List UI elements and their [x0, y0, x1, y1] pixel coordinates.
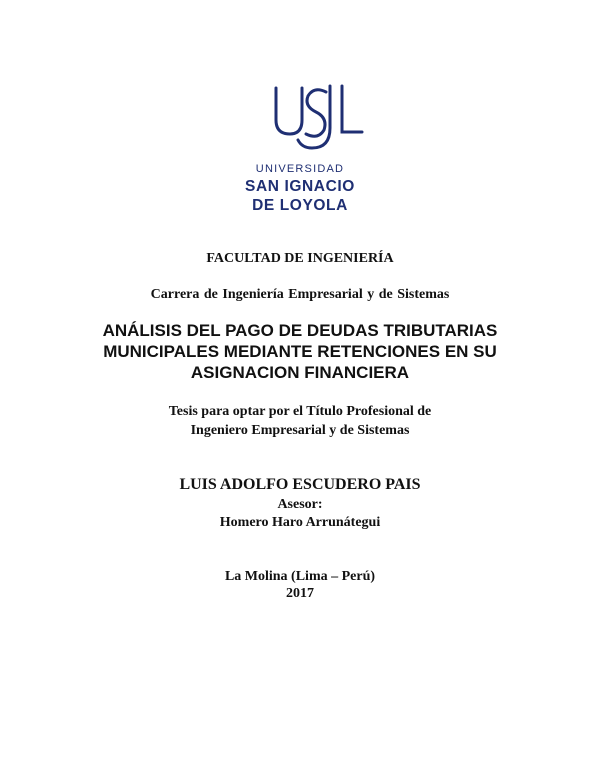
advisor-name: Homero Haro Arrunátegui	[219, 515, 381, 530]
degree-line: Ingeniero Empresarial y de Sistemas	[190, 423, 410, 438]
year-label: 2017	[286, 586, 314, 601]
logo-name-line-1: SAN IGNACIO	[245, 178, 355, 195]
thesis-title-line: MUNICIPALES MEDIANTE RETENCIONES EN SU	[103, 342, 497, 361]
logo-name-line-2: DE LOYOLA	[252, 197, 348, 214]
degree-statement	[0, 402, 600, 440]
advisor-label: Asesor:	[277, 497, 323, 512]
thesis-title-line: ANÁLISIS DEL PAGO DE DEUDAS TRIBUTARIAS	[102, 321, 498, 340]
degree-line: Tesis para optar por el Título Profesional de	[168, 404, 432, 419]
thesis-title-line: ASIGNACION FINANCIERA	[190, 363, 410, 382]
logo-university-label: UNIVERSIDAD	[255, 163, 345, 175]
place-label: La Molina (Lima – Perú)	[224, 569, 376, 584]
faculty-heading: FACULTAD DE INGENIERÍA	[206, 251, 394, 266]
author-name: LUIS ADOLFO ESCUDERO PAIS	[179, 476, 421, 493]
usil-logo-icon	[268, 76, 368, 156]
thesis-title	[0, 320, 600, 383]
career-heading: Carrera de Ingeniería Empresarial y de Sistemas	[150, 287, 450, 302]
